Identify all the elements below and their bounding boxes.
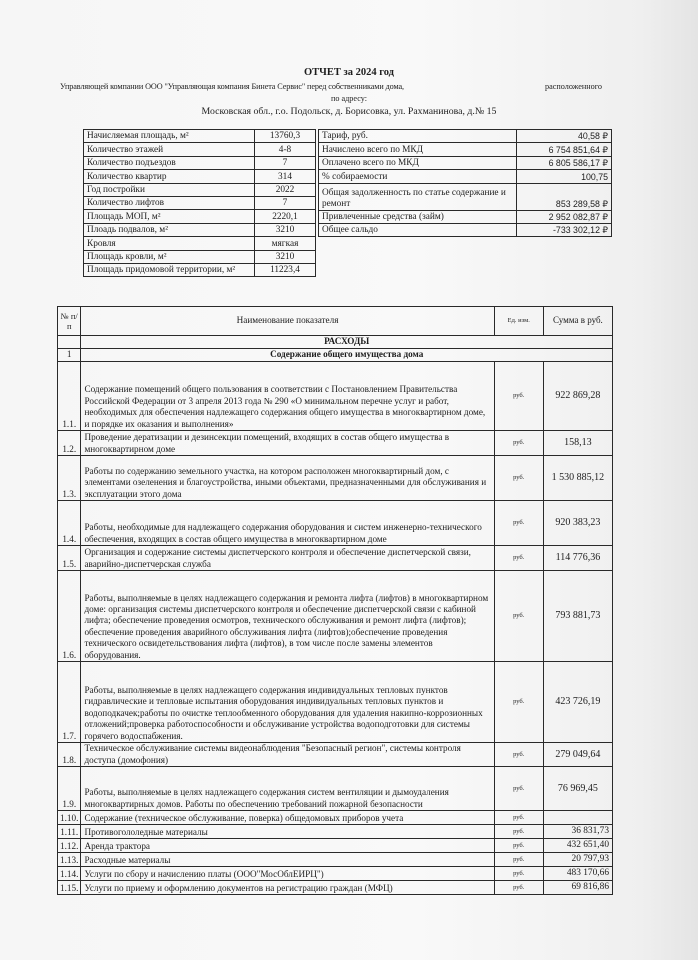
house-info-table (83, 129, 316, 277)
expense-name: Аренда трактора (81, 839, 494, 853)
col-num-header: № п/п (58, 307, 81, 336)
house-info-label: Количество этажей (84, 143, 255, 156)
expense-sum: 483 170,66 (543, 867, 612, 881)
group-title: Содержание общего имущества дома (81, 349, 613, 362)
expense-unit: руб. (494, 743, 543, 767)
house-info-row (84, 130, 316, 143)
section-row (58, 336, 613, 349)
house-info-row (84, 156, 316, 169)
expense-row (58, 811, 613, 825)
report-subtitle-2: по адресу: (330, 94, 368, 103)
finance-info-value: -733 302,12 ₽ (517, 223, 612, 236)
expense-unit: руб. (494, 839, 543, 853)
expense-name: Работы, выполняемые в целях надлежащего содержания и ремонта лифта (лифтов) в многоквартирном доме: организация системы диспетчерского контроля и обеспечение диспетчерской связи с кабиной лифта; обеспечение проведения осмотров, технического обслуживания и ремонт лифта (лифтов); обеспечение проведения аварийного обслуживания лифта (лифтов);обеспечение проведения технического освидетельствования лифта (лифтов), в том числе после замены элементов оборудования. (81, 571, 494, 662)
expense-row (58, 662, 613, 743)
group-num: 1 (58, 349, 81, 362)
expense-sum: 432 651,40 (543, 839, 612, 853)
finance-info-value: 6 805 586,17 ₽ (517, 156, 612, 169)
expense-num: 1.8. (58, 743, 81, 767)
house-info-value: 7 (255, 196, 316, 209)
finance-info-label: % собираемости (319, 170, 517, 183)
finance-info-label: Общая задолженность по статье содержание и ремонт (319, 183, 517, 210)
expense-num: 1.9. (58, 767, 81, 811)
report-subtitle-right: расположенного (545, 82, 602, 91)
finance-info-label: Тариф, руб. (319, 130, 517, 143)
finance-info-value: 100,75 (517, 170, 612, 183)
expense-row (58, 853, 613, 867)
house-info-label: Плоадь подвалов, м² (84, 223, 255, 236)
col-unit-header: Ед. изм. (494, 307, 543, 336)
expense-name: Услуги по сбору и начислению платы (ООО"МосОблЕИРЦ") (81, 867, 494, 881)
expense-row (58, 456, 613, 501)
expense-row (58, 431, 613, 456)
house-info-value: 3210 (255, 250, 316, 263)
house-info-label: Кровля (84, 237, 255, 250)
expense-row (58, 743, 613, 767)
expense-row (58, 362, 613, 431)
expense-unit: руб. (494, 456, 543, 501)
house-info-label: Площадь придомовой территории, м² (84, 263, 255, 276)
house-info-value: 11223,4 (255, 263, 316, 276)
expense-unit: руб. (494, 501, 543, 546)
report-subtitle: Управляющей компании ООО "Управляющая компания Бинета Сервис" перед собственниками дома, (60, 82, 405, 91)
expense-row (58, 571, 613, 662)
expense-name: Работы, выполняемые в целях надлежащего содержания индивидуальных тепловых пунктов гидравлические и тепловые испытания оборудования индивидуальных тепловых пунктов и водоподкачек;работы по очистке теплообменного оборудования для удаления накипно-коррозионных отложений;проверка работоспособности и обслуживание устройства водоподготовки для системы горячего водоспабжения. (81, 662, 494, 743)
house-info-value: 4-8 (255, 143, 316, 156)
expense-row (58, 881, 613, 895)
expense-name: Организация и содержание системы диспетчерского контроля и обеспечение диспетчерской связи, аварийно-диспетчерская служба (81, 546, 494, 571)
expense-sum: 114 776,36 (543, 546, 612, 571)
house-info-value: 2220,1 (255, 210, 316, 223)
expense-name: Услуги по приему и оформлению документов на регистрацию граждан (МФЦ) (81, 881, 494, 895)
expense-sum: 423 726,19 (543, 662, 612, 743)
house-info-label: Площадь МОП, м² (84, 210, 255, 223)
finance-info-row (319, 223, 612, 236)
house-info-value: мягкая (255, 237, 316, 250)
finance-info-value: 853 289,58 ₽ (517, 183, 612, 210)
house-info-value: 13760,3 (255, 130, 316, 143)
finance-info-row (319, 143, 612, 156)
expense-row (58, 839, 613, 853)
expense-name: Работы, выполняемые в целях надлежащего содержания систем вентиляции и дымоудаления многоквартирных домов. Работы по обеспечению требований пожарной безопасности (81, 767, 494, 811)
col-sum-header: Сумма в руб. (543, 307, 612, 336)
finance-info-row (319, 170, 612, 183)
expense-sum: 279 049,64 (543, 743, 612, 767)
expense-name: Проведение дератизации и дезинсекции помещений, входящих в состав общего имущества в многоквартирном доме (81, 431, 494, 456)
col-name-header: Наименование показателя (81, 307, 494, 336)
finance-info-table (318, 129, 612, 237)
expense-unit: руб. (494, 431, 543, 456)
finance-info-row (319, 130, 612, 143)
expense-row (58, 501, 613, 546)
expense-num: 1.4. (58, 501, 81, 546)
house-info-value: 3210 (255, 223, 316, 236)
expense-sum: 158,13 (543, 431, 612, 456)
expense-num: 1.3. (58, 456, 81, 501)
expense-num: 1.14. (58, 867, 81, 881)
expense-num: 1.10. (58, 811, 81, 825)
expense-num: 1.5. (58, 546, 81, 571)
house-info-value: 2022 (255, 183, 316, 196)
expense-num: 1.15. (58, 881, 81, 895)
expense-num: 1.2. (58, 431, 81, 456)
house-info-row (84, 170, 316, 183)
expense-name: Работы, необходимые для надлежащего содержания оборудования и систем инженерно-технического обеспечения, входящих в состав общего имущества в многоквартирном доме (81, 501, 494, 546)
house-info-label: Начисляемая площадь, м² (84, 130, 255, 143)
finance-info-row (319, 183, 612, 210)
expense-row (58, 867, 613, 881)
expense-unit: руб. (494, 867, 543, 881)
house-info-row (84, 263, 316, 276)
expense-num: 1.12. (58, 839, 81, 853)
expense-sum (543, 811, 612, 825)
finance-info-label: Начислено всего по МКД (319, 143, 517, 156)
expense-unit: руб. (494, 662, 543, 743)
finance-info-row (319, 210, 612, 223)
house-info-row (84, 237, 316, 250)
expense-sum: 76 969,45 (543, 767, 612, 811)
expense-unit: руб. (494, 825, 543, 839)
house-info-row (84, 143, 316, 156)
house-address: Московская обл., г.о. Подольск, д. Борисовка, ул. Рахманинова, д.№ 15 (201, 106, 497, 117)
expense-name: Содержание помещений общего пользования в соответствии с Постановлением Правительства Российской Федерации от 3 апреля 2013 года № 290 «О минимальном перечне услуг и работ, необходимых для обеспечения надлежащего содержания общего имущества в многоквартирном доме, и порядке их оказания и выполнения» (81, 362, 494, 431)
house-info-row (84, 250, 316, 263)
expense-row (58, 767, 613, 811)
finance-info-value: 6 754 851,64 ₽ (517, 143, 612, 156)
expense-name: Работы по содержанию земельного участка, на котором расположен многоквартирный дом, с элементами озеленения и благоустройства, иными объектами, предназначенными для обслуживания и эксплуатации этого дома (81, 456, 494, 501)
expenses-table (57, 306, 613, 895)
expense-name: Расходные материалы (81, 853, 494, 867)
house-info-row (84, 223, 316, 236)
expense-sum: 922 869,28 (543, 362, 612, 431)
expense-unit: руб. (494, 546, 543, 571)
expense-name: Техническое обслуживание системы видеонаблюдения "Безопасный регион", системы контроля доступа (домофония) (81, 743, 494, 767)
house-info-label: Количество подъездов (84, 156, 255, 169)
finance-info-label: Привлеченные средства (займ) (319, 210, 517, 223)
house-info-label: Количество квартир (84, 170, 255, 183)
section-title: РАСХОДЫ (81, 336, 613, 349)
finance-info-row (319, 156, 612, 169)
house-info-label: Год постройки (84, 183, 255, 196)
expense-num: 1.7. (58, 662, 81, 743)
house-info-row (84, 210, 316, 223)
expense-num: 1.11. (58, 825, 81, 839)
finance-info-label: Оплачено всего по МКД (319, 156, 517, 169)
expense-num: 1.6. (58, 571, 81, 662)
expense-unit: руб. (494, 362, 543, 431)
house-info-value: 7 (255, 156, 316, 169)
section-num-empty (58, 336, 81, 349)
house-info-value: 314 (255, 170, 316, 183)
house-info-label: Количество лифтов (84, 196, 255, 209)
expense-unit: руб. (494, 881, 543, 895)
expense-unit: руб. (494, 811, 543, 825)
expense-name: Противогололедные материалы (81, 825, 494, 839)
expense-unit: руб. (494, 853, 543, 867)
house-info-label: Площадь кровли, м² (84, 250, 255, 263)
expense-unit: руб. (494, 767, 543, 811)
expense-row (58, 825, 613, 839)
expense-sum: 69 816,86 (543, 881, 612, 895)
expense-sum: 793 881,73 (543, 571, 612, 662)
report-title: ОТЧЕТ за 2024 год (304, 67, 394, 78)
expense-num: 1.13. (58, 853, 81, 867)
table-header-row (58, 307, 613, 336)
house-info-row (84, 183, 316, 196)
expense-num: 1.1. (58, 362, 81, 431)
expense-name: Содержание (техническое обслуживание, поверка) общедомовых приборов учета (81, 811, 494, 825)
expense-sum: 920 383,23 (543, 501, 612, 546)
finance-info-label: Общее сальдо (319, 223, 517, 236)
expense-unit: руб. (494, 571, 543, 662)
group-row (58, 349, 613, 362)
finance-info-value: 2 952 082,87 ₽ (517, 210, 612, 223)
expense-sum: 1 530 885,12 (543, 456, 612, 501)
house-info-row (84, 196, 316, 209)
expense-row (58, 546, 613, 571)
finance-info-value: 40,58 ₽ (517, 130, 612, 143)
expense-sum: 36 831,73 (543, 825, 612, 839)
expense-sum: 20 797,93 (543, 853, 612, 867)
